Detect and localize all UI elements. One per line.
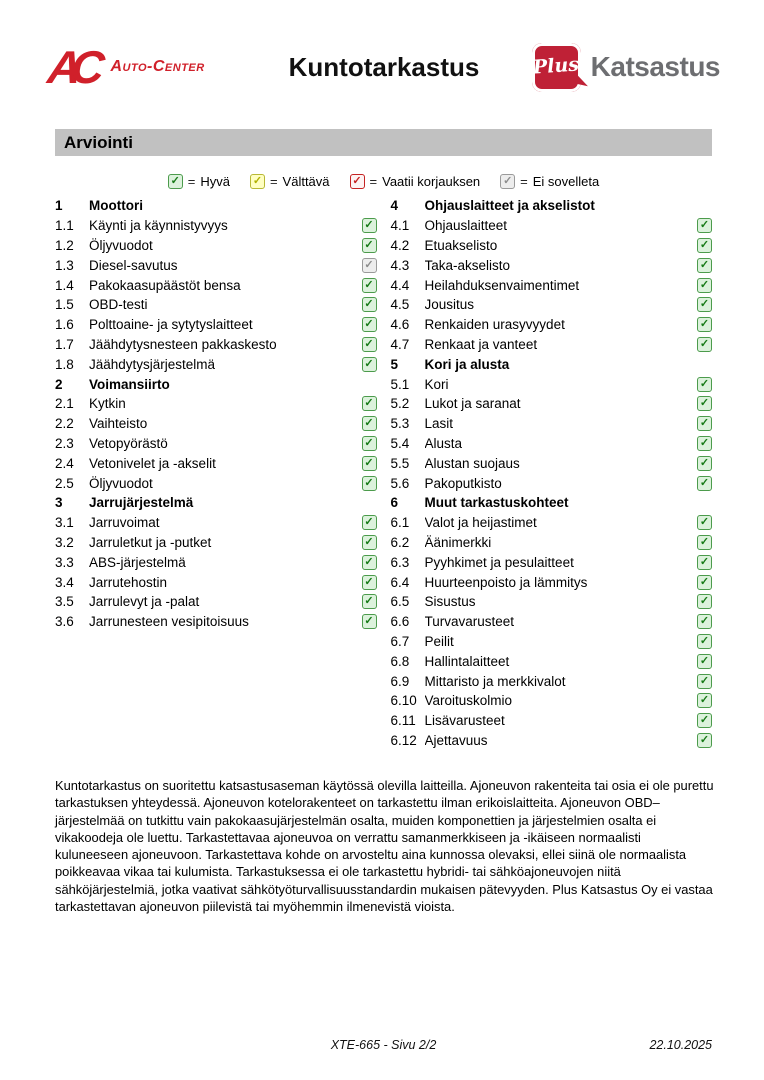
section-header-row [55, 374, 377, 394]
item-number: 3.2 [55, 534, 74, 550]
checklist-row [55, 394, 377, 414]
legend-item-good [168, 174, 230, 189]
good-checkbox-icon: ✓ [697, 476, 712, 491]
legend-item-fair [250, 174, 330, 189]
item-number: 6 [390, 495, 399, 511]
item-number: 2.2 [55, 416, 74, 432]
good-checkbox-icon: ✓ [697, 535, 712, 550]
auto-center-logo-mark: AC [45, 41, 98, 93]
item-label: Lisävarusteet [424, 713, 505, 729]
checklist-row [391, 533, 713, 553]
item-label: Vetopyörästö [89, 435, 168, 451]
good-checkbox-icon: ✓ [362, 456, 377, 471]
item-label: Alustan suojaus [424, 455, 520, 471]
auto-center-logo [45, 41, 248, 93]
legend-equals-sign: = [187, 173, 196, 189]
good-checkbox-icon: ✓ [697, 278, 712, 293]
plus-badge-icon [532, 43, 581, 92]
checklist-row [391, 434, 713, 454]
checklist-row [391, 473, 713, 493]
auto-center-logo-text: Auto-Center [110, 58, 205, 75]
checklist-row [55, 612, 377, 632]
good-checkbox-icon: ✓ [697, 674, 712, 689]
legend [55, 171, 712, 191]
checklist-row [391, 374, 713, 394]
item-label: OBD-testi [89, 297, 148, 313]
checklist-row [391, 394, 713, 414]
legend-label: Ei sovelleta [532, 173, 600, 189]
section-header-arviointi [55, 129, 712, 156]
good-checkbox-icon: ✓ [362, 515, 377, 530]
item-label: Pyyhkimet ja pesulaitteet [424, 554, 574, 570]
item-number: 4.2 [390, 237, 410, 253]
item-number: 6.1 [390, 515, 410, 531]
item-number: 5.5 [390, 455, 410, 471]
checklist-row [391, 592, 713, 612]
good-checkbox-icon: ✓ [697, 733, 712, 748]
checklist-row [55, 533, 377, 553]
legend-equals-sign: = [369, 173, 378, 189]
checklist-row [391, 513, 713, 533]
item-label: Huurteenpoisto ja lämmitys [424, 574, 588, 590]
item-label: Muut tarkastuskohteet [424, 495, 569, 511]
na-checkbox-icon: ✓ [362, 258, 377, 273]
checklist-row [55, 513, 377, 533]
item-label: Kori ja alusta [424, 356, 510, 372]
disclaimer-text: Kuntotarkastus on suoritettu katsastusaseman käytössä olevilla laitteilla. Ajoneuvon rakenteita tai osia ei ole purettu tarkastuksen yhteydessä. Ajoneuvon kotelorakenteet on tarkastettu ilman erikoislaitteita. Ajoneuvon OBD–järjestelmää on tutkittu vain pakokaasujärjestelmän osalta, muiden komponettien ja järjestelmien osalta ei vikakoodeja ole luettu. Tarkastettavaa ajoneuvoa on verrattu samanmerkkiseen ja -ikäiseen normaalisti kuluneeseen ajoneuvoon. Tarkastettava kohde on arvosteltu aina kunnossa olevaksi, ellei siinä ole normaalista poikkeavaa vikaa tai kulumista. Tarkastuksessa ei ole tarkastettu hybridi- tai sähköajoneuvojen niitä sähköjärjestelmiä, jotka vaativat sähkötyöturvallisuusstandardin mukaisen pätevyyden. Plus Katsastus Oy ei vastaa tarkastettavan ajoneuvon piilevistä tai myöhemmin ilmenevistä vioista. [55, 778, 714, 915]
na-checkbox-icon: ✓ [500, 174, 515, 189]
good-checkbox-icon: ✓ [697, 436, 712, 451]
good-checkbox-icon: ✓ [697, 218, 712, 233]
good-checkbox-icon: ✓ [697, 713, 712, 728]
good-checkbox-icon: ✓ [362, 317, 377, 332]
item-label: Alusta [424, 435, 463, 451]
checklist-row [55, 315, 377, 335]
item-label: Käynti ja käynnistyvyys [89, 218, 228, 234]
item-number: 3.3 [55, 554, 74, 570]
item-number: 1.6 [55, 317, 74, 333]
item-number: 5.6 [390, 475, 410, 491]
good-checkbox-icon: ✓ [362, 416, 377, 431]
checklist-row [391, 236, 713, 256]
item-label: Ohjauslaitteet [424, 218, 508, 234]
legend-equals-sign: = [269, 173, 278, 189]
item-number: 5.2 [390, 396, 410, 412]
legend-equals-sign: = [520, 173, 528, 189]
item-label: Renkaat ja vanteet [424, 336, 538, 352]
katsastus-logo-text: Katsastus [590, 51, 720, 82]
item-number: 1.8 [55, 356, 74, 372]
item-label: Moottori [89, 198, 143, 214]
item-label: Kori [424, 376, 449, 392]
good-checkbox-icon: ✓ [362, 238, 377, 253]
good-checkbox-icon: ✓ [697, 377, 712, 392]
inspection-checklist [55, 196, 712, 750]
good-checkbox-icon: ✓ [697, 396, 712, 411]
item-label: Öljyvuodot [89, 475, 153, 491]
checklist-column-right [391, 196, 713, 750]
checklist-row [55, 216, 377, 236]
item-number: 4.3 [390, 257, 410, 273]
checklist-row [391, 572, 713, 592]
item-number: 6.3 [390, 554, 410, 570]
checklist-row [55, 275, 377, 295]
item-label: Varoituskolmio [424, 693, 513, 709]
good-checkbox-icon: ✓ [697, 297, 712, 312]
legend-item-na [500, 174, 599, 189]
footer-date: 22.10.2025 [649, 1038, 712, 1052]
item-number: 2.1 [55, 396, 74, 412]
item-label: Taka-akselisto [424, 257, 511, 273]
item-label: Renkaiden urasyvyydet [424, 317, 565, 333]
checklist-row [391, 453, 713, 473]
good-checkbox-icon: ✓ [697, 555, 712, 570]
item-label: Jarrunesteen vesipitoisuus [89, 614, 249, 630]
good-checkbox-icon: ✓ [697, 654, 712, 669]
good-checkbox-icon: ✓ [697, 317, 712, 332]
item-label: Kytkin [89, 396, 126, 412]
good-checkbox-icon: ✓ [362, 436, 377, 451]
item-number: 6.4 [390, 574, 410, 590]
item-number: 1.1 [55, 218, 74, 234]
checklist-row [391, 711, 713, 731]
item-label: Jarrulevyt ja -palat [89, 594, 200, 610]
good-checkbox-icon: ✓ [697, 693, 712, 708]
checklist-row [55, 473, 377, 493]
checklist-row [55, 592, 377, 612]
item-number: 5.3 [390, 416, 410, 432]
good-checkbox-icon: ✓ [168, 174, 183, 189]
item-number: 1.5 [55, 297, 74, 313]
item-label: Jarruletkut ja -putket [89, 534, 212, 550]
item-label: Hallintalaitteet [424, 653, 510, 669]
item-number: 3.4 [55, 574, 74, 590]
good-checkbox-icon: ✓ [697, 416, 712, 431]
item-number: 4 [390, 198, 399, 214]
item-label: Diesel-savutus [89, 257, 178, 273]
good-checkbox-icon: ✓ [362, 278, 377, 293]
section-header-row [391, 196, 713, 216]
item-label: Lukot ja saranat [424, 396, 521, 412]
section-header-row [55, 493, 377, 513]
good-checkbox-icon: ✓ [697, 634, 712, 649]
document-header [45, 36, 720, 98]
item-number: 4.7 [390, 336, 410, 352]
checklist-row [391, 651, 713, 671]
good-checkbox-icon: ✓ [697, 594, 712, 609]
checklist-row [55, 335, 377, 355]
checklist-row [391, 731, 713, 751]
checklist-row [391, 414, 713, 434]
legend-label: Vaatii korjauksen [382, 173, 481, 189]
item-number: 1 [55, 198, 63, 214]
item-label: Jarrutehostin [89, 574, 168, 590]
checklist-row [391, 612, 713, 632]
item-number: 1.7 [55, 336, 74, 352]
checklist-row [391, 255, 713, 275]
item-number: 6.11 [390, 713, 416, 729]
item-label: Pakoputkisto [424, 475, 502, 491]
checklist-row [55, 453, 377, 473]
good-checkbox-icon: ✓ [362, 337, 377, 352]
checklist-row [391, 671, 713, 691]
item-number: 2.3 [55, 435, 74, 451]
item-number: 2.5 [55, 475, 74, 491]
item-label: Öljyvuodot [89, 237, 153, 253]
fair-checkbox-icon: ✓ [250, 174, 265, 189]
item-label: Vaihteisto [89, 416, 148, 432]
item-number: 6.5 [390, 594, 410, 610]
item-label: Pakokaasupäästöt bensa [89, 277, 241, 293]
section-title: Arviointi [64, 132, 133, 152]
item-number: 6.2 [390, 534, 410, 550]
checklist-row [55, 236, 377, 256]
item-number: 6.8 [390, 653, 410, 669]
checklist-row [391, 552, 713, 572]
good-checkbox-icon: ✓ [362, 218, 377, 233]
good-checkbox-icon: ✓ [362, 555, 377, 570]
item-number: 3 [55, 495, 63, 511]
checklist-row [391, 315, 713, 335]
checklist-column-left [55, 196, 377, 750]
item-label: Jousitus [424, 297, 475, 313]
plus-badge-text: Plus [532, 53, 580, 79]
item-number: 1.2 [55, 237, 74, 253]
legend-label: Välttävä [282, 173, 330, 189]
item-label: Etuakselisto [424, 237, 498, 253]
good-checkbox-icon: ✓ [697, 337, 712, 352]
plus-katsastus-logo [520, 43, 720, 92]
item-label: Voimansiirto [89, 376, 170, 392]
section-header-row [391, 493, 713, 513]
item-label: Mittaristo ja merkkivalot [424, 673, 566, 689]
item-number: 1.4 [55, 277, 74, 293]
item-label: Ohjauslaitteet ja akselistot [424, 198, 595, 214]
good-checkbox-icon: ✓ [697, 575, 712, 590]
good-checkbox-icon: ✓ [697, 456, 712, 471]
item-label: Valot ja heijastimet [424, 515, 537, 531]
checklist-row [391, 335, 713, 355]
checklist-row [55, 552, 377, 572]
good-checkbox-icon: ✓ [697, 238, 712, 253]
item-label: Polttoaine- ja sytytyslaitteet [89, 317, 253, 333]
item-label: Heilahduksenvaimentimet [424, 277, 580, 293]
item-label: Lasit [424, 416, 454, 432]
item-number: 4.5 [390, 297, 410, 313]
item-number: 4.4 [390, 277, 410, 293]
good-checkbox-icon: ✓ [362, 297, 377, 312]
item-label: Sisustus [424, 594, 476, 610]
item-number: 5.4 [390, 435, 410, 451]
item-number: 5.1 [390, 376, 410, 392]
good-checkbox-icon: ✓ [362, 357, 377, 372]
item-label: Vetonivelet ja -akselit [89, 455, 216, 471]
item-label: Peilit [424, 633, 454, 649]
checklist-row [55, 255, 377, 275]
item-number: 6.12 [390, 732, 417, 748]
item-number: 6.10 [390, 693, 417, 709]
item-number: 6.6 [390, 614, 410, 630]
checklist-row [391, 216, 713, 236]
good-checkbox-icon: ✓ [697, 515, 712, 530]
good-checkbox-icon: ✓ [362, 396, 377, 411]
good-checkbox-icon: ✓ [362, 594, 377, 609]
item-number: 6.7 [390, 633, 410, 649]
item-number: 2.4 [55, 455, 74, 471]
checklist-row [55, 354, 377, 374]
item-label: Äänimerkki [424, 534, 492, 550]
good-checkbox-icon: ✓ [697, 258, 712, 273]
item-number: 4.1 [390, 218, 410, 234]
section-header-row [55, 196, 377, 216]
footer-page-info: XTE-665 - Sivu 2/2 [330, 1038, 437, 1052]
legend-item-repair [350, 174, 481, 189]
item-number: 3.5 [55, 594, 74, 610]
checklist-row [391, 632, 713, 652]
good-checkbox-icon: ✓ [362, 535, 377, 550]
good-checkbox-icon: ✓ [362, 614, 377, 629]
legend-label: Hyvä [200, 173, 230, 189]
item-label: Ajettavuus [424, 732, 488, 748]
good-checkbox-icon: ✓ [362, 476, 377, 491]
item-label: ABS-järjestelmä [89, 554, 186, 570]
good-checkbox-icon: ✓ [697, 614, 712, 629]
section-header-row [391, 354, 713, 374]
speech-bubble-tail-icon [575, 74, 590, 86]
good-checkbox-icon: ✓ [362, 575, 377, 590]
item-number: 4.6 [390, 317, 410, 333]
checklist-row [55, 295, 377, 315]
item-label: Jarrujärjestelmä [89, 495, 194, 511]
item-number: 5 [390, 356, 399, 372]
item-number: 6.9 [390, 673, 410, 689]
checklist-row [55, 572, 377, 592]
item-label: Jarruvoimat [89, 515, 160, 531]
page-title: Kuntotarkastus [288, 51, 480, 82]
page-footer [55, 1038, 712, 1056]
checklist-row [391, 691, 713, 711]
item-number: 1.3 [55, 257, 74, 273]
checklist-row [391, 275, 713, 295]
item-number: 2 [55, 376, 63, 392]
checklist-row [55, 414, 377, 434]
item-label: Jäähdytysnesteen pakkaskesto [89, 336, 277, 352]
repair-checkbox-icon: ✓ [350, 174, 365, 189]
item-number: 3.1 [55, 515, 74, 531]
item-label: Jäähdytysjärjestelmä [89, 356, 216, 372]
item-label: Turvavarusteet [424, 614, 515, 630]
checklist-row [55, 434, 377, 454]
item-number: 3.6 [55, 614, 74, 630]
checklist-row [391, 295, 713, 315]
